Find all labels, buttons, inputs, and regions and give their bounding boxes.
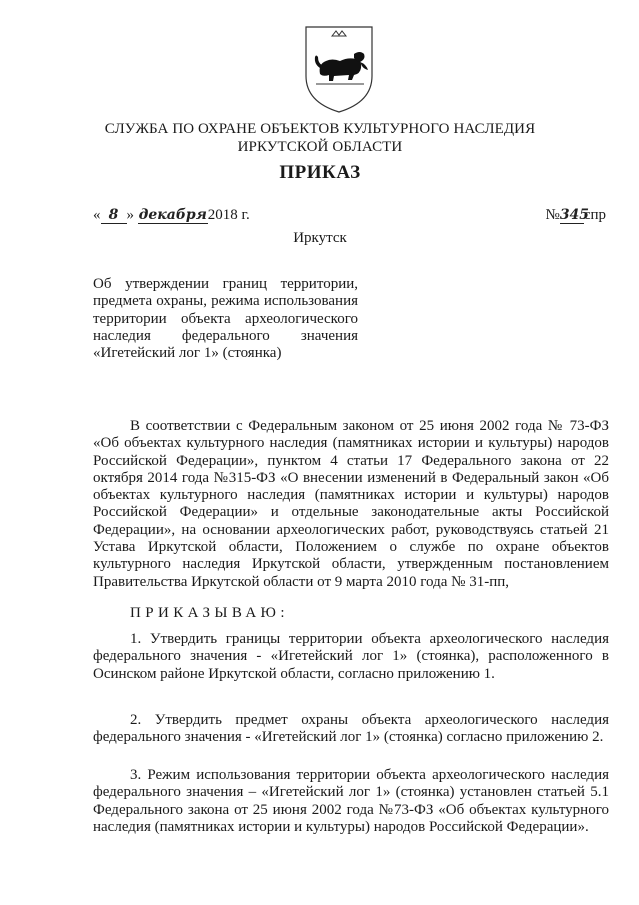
orders-heading: ПРИКАЗЫВАЮ:: [130, 605, 289, 621]
number-suffix: спр: [583, 207, 606, 223]
date-close-quote: »: [126, 207, 134, 223]
document-type-title: ПРИКАЗ: [279, 162, 361, 183]
preamble-paragraph: В соответствии с Федеральным законом от 25 июня 2002 года № 73-ФЗ «Об объектах культурного наследия (памятниках истории и культуры) народов Российской Федерации», пунктом 4 статьи 17 Федерального закона от 22 октября 2014 года №315-ФЗ «О внесении изменений в Федеральный закон «Об объектах культурного наследия (памятниках истории и культуры) народов Российской Федерации» и отдельные законодательные акты Российской Федерации», на основании археологических работ, руководствуясь статьей 21 Устава Иркутской области, Положением о службе по охране объектов культурного наследия Иркутской области, утвержденным постановлением Правительства Иркутской области от 9 марта 2010 года № 31-пп,: [93, 418, 609, 590]
date-month: декабря: [138, 207, 207, 223]
city: Иркутск: [293, 230, 347, 246]
order-item: 3. Режим использования территории объекта археологического наследия федерального значения – «Игетейский лог 1» (стоянка) установлен статьей 5.1 Федерального закона от 25 июня 2002 года №73-ФЗ «Об объектах культурного наследия (памятниках истории и культуры) народов Российской Федерации».: [93, 767, 609, 835]
date-open-quote: «: [93, 207, 101, 223]
agency-name-line2: ИРКУТСКОЙ ОБЛАСТИ: [237, 139, 403, 155]
agency-name-line1: СЛУЖБА ПО ОХРАНЕ ОБЪЕКТОВ КУЛЬТУРНОГО НАСЛЕДИЯ: [104, 121, 536, 137]
date-year: 2018 г.: [207, 207, 250, 223]
agency-name: [100, 120, 540, 156]
order-item: 2. Утвердить предмет охраны объекта археологического наследия федерального значения - «Игетейский лог 1» (стоянка) согласно приложению 2.: [93, 712, 609, 746]
order-date: [93, 206, 250, 224]
order-subject: Об утверждении границ территории, предмета охраны, режима использования территории объекта археологического наследия федерального значения «Игетейский лог 1» (стоянка): [93, 276, 358, 362]
number-prefix: №: [545, 207, 560, 223]
order-number: [546, 206, 607, 224]
order-item: 1. Утвердить границы территории объекта археологического наследия федерального значения - «Игетейский лог 1» (стоянка), расположенного в Осинском районе Иркутской области, согласно приложению 1.: [93, 631, 609, 682]
date-day: 8: [101, 207, 127, 224]
number-value: 345: [559, 207, 590, 223]
irkutsk-coat-of-arms-icon: [302, 24, 376, 114]
